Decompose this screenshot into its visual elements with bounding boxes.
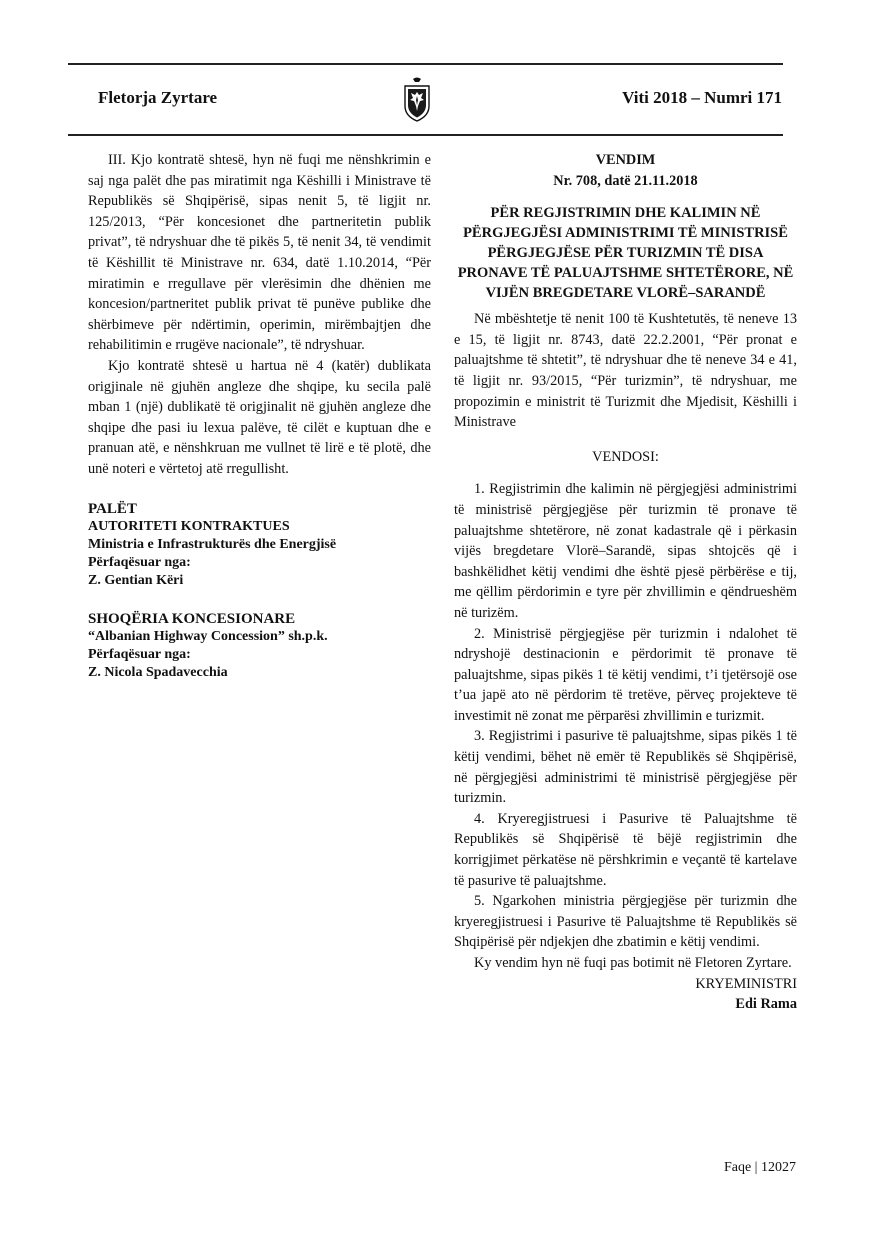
publication-title: Fletorja Zyrtare bbox=[98, 88, 218, 107]
decision-point: 4. Kryeregjistruesi i Pasurive të Paluajtshme të Republikës së Shqipërisë të bëjë regjistrimin dhe korrigjimet përkatëse në përshkrimin e veçantë të kartelave të pasurive të paluajtshme. bbox=[454, 810, 797, 889]
decision-type: VENDIM bbox=[595, 152, 656, 168]
contract-paragraph: III. Kjo kontratë shtesë, hyn në fuqi me nënshkrimin e saj nga palët dhe pas miratimit nga Këshilli i Ministrave të Republikës së Shqipërisë, sipas nenit 5, të ligjit nr. 125/2013, “Për koncesionet dhe partneritetin publik privat”, të ndryshuar dhe të pikës 5, të nenit 34, të vendimit të Këshillit të Ministrave nr. 634, datë 1.10.2014, “Për miratimin e rregullave për vlerësimin dhe dhënien me koncesion/partneritet publik privat të punëve publike dhe shërbimeve për ndërtimin, operimin, mirëmbajtjen dhe rehabilitimin e rrugëve nacionale”, të ndryshuar. bbox=[88, 152, 431, 354]
decision-point: 1. Regjistrimin dhe kalimin në përgjegjësi administrimi të ministrisë përgjegjëse për turizmin të pronave të paluajtshme shtetërore, në zonat kadastrale që i përkasin vijës bregdetare Vlorë–Sarandë, sipas shtojcës që i bashkëlidhet këtij vendimi dhe është pjesë përbërëse e tij, me qëllim përdorimin e tyre për zhvillimin e qëndrueshëm në turizëm. bbox=[454, 481, 797, 621]
issue-number: Viti 2018 – Numri 171 bbox=[622, 88, 782, 107]
authority-entity: Ministria e Infrastrukturës dhe Energjisë bbox=[88, 536, 337, 552]
decision-point: 5. Ngarkohen ministria përgjegjëse për turizmin dhe kryeregjistruesi i Pasurive të Paluajtshme të Republikës së Shqipërisë për ndjekjen dhe zbatimin e këtij vendimi. bbox=[454, 893, 797, 951]
decision-point: 2. Ministrisë përgjegjëse për turizmin i ndalohet të ndryshojë destinacionin e përdorimit të pronave të paluajtshme, sipas pikës 1 të këtij vendimi, t’i tjetërsojë ose t’ua japë ato në përdorim të tretëve, përveç projekteve të investimit në zonat me përparësi zhvillimin e turizmit. bbox=[454, 625, 797, 724]
parties-block bbox=[88, 500, 431, 590]
concessionaire-entity: “Albanian Highway Concession” sh.p.k. bbox=[88, 628, 328, 644]
page-number: Faqe | 12027 bbox=[723, 1160, 796, 1175]
decision-preamble: Në mbështetje të nenit 100 të Kushtetutës, të neneve 13 e 15, të ligjit nr. 8743, datë 22.2.2001, “Për pronat e paluajtshme të shtetit”, të ndryshuar dhe të neneve 34 e 41, të ligjit nr. 93/2015, “Për turizmin”, të ndryshuar, me propozimin e ministrit të Turizmit dhe Mjedisit, Këshilli i Ministrave bbox=[454, 311, 797, 431]
header-bottom-rule bbox=[68, 134, 783, 136]
albanian-eagle-emblem-icon bbox=[402, 76, 432, 122]
decision-number: Nr. 708, datë 21.11.2018 bbox=[553, 172, 698, 189]
entry-into-force: Ky vendim hyn në fuqi pas botimit në Fletoren Zyrtare. bbox=[474, 955, 792, 971]
concessionaire-person: Z. Nicola Spadavecchia bbox=[88, 664, 228, 680]
authority-title: AUTORITETI KONTRAKTUES bbox=[88, 518, 290, 534]
authority-person: Z. Gentian Këri bbox=[88, 572, 184, 588]
decides-heading: VENDOSI: bbox=[592, 448, 659, 465]
right-column bbox=[454, 150, 797, 1015]
signatory-name: Edi Rama bbox=[735, 996, 797, 1013]
contract-paragraph: Kjo kontratë shtesë u hartua në 4 (katër) dublikata origjinale në gjuhën angleze dhe shqipe, ku secila palë mban 1 (një) dublikatë të origjinalit në gjuhën angleze dhe shqipe dhe pasi iu lexua palëve, të cilët e kuptuan dhe e pranuan atë, e nënshkruan me vullnet të lirë e të plotë, dhe unë noteri e vërtetoj atë rregullisht. bbox=[88, 357, 431, 477]
header-top-rule bbox=[68, 63, 783, 65]
signatory-title: KRYEMINISTRI bbox=[695, 975, 797, 992]
authority-represented-by: Përfaqësuar nga: bbox=[88, 554, 191, 570]
decision-title: PËR REGJISTRIMIN DHE KALIMIN NË PËRGJEGJËSI ADMINISTRIMI TË MINISTRISË PËRGJEGJËSE PËR TURIZMIN TË DISA PRONAVE TË PALUAJTSHME SHTETËRORE, NË VIJËN BREGDETARE VLORË–SARANDË bbox=[457, 205, 794, 302]
concessionaire-represented-by: Përfaqësuar nga: bbox=[88, 646, 191, 662]
parties-heading: PALËT bbox=[88, 500, 137, 517]
concessionaire-block bbox=[88, 610, 431, 682]
left-column bbox=[88, 150, 431, 682]
concessionaire-title: SHOQËRIA KONCESIONARE bbox=[88, 610, 296, 627]
decision-point: 3. Regjistrimi i pasurive të paluajtshme, sipas pikës 1 të këtij vendimi, bëhet në emër të Republikës së Shqipërisë, në përgjegjësi administrimi të ministrisë përgjegjëse për turizmin. bbox=[454, 728, 797, 807]
